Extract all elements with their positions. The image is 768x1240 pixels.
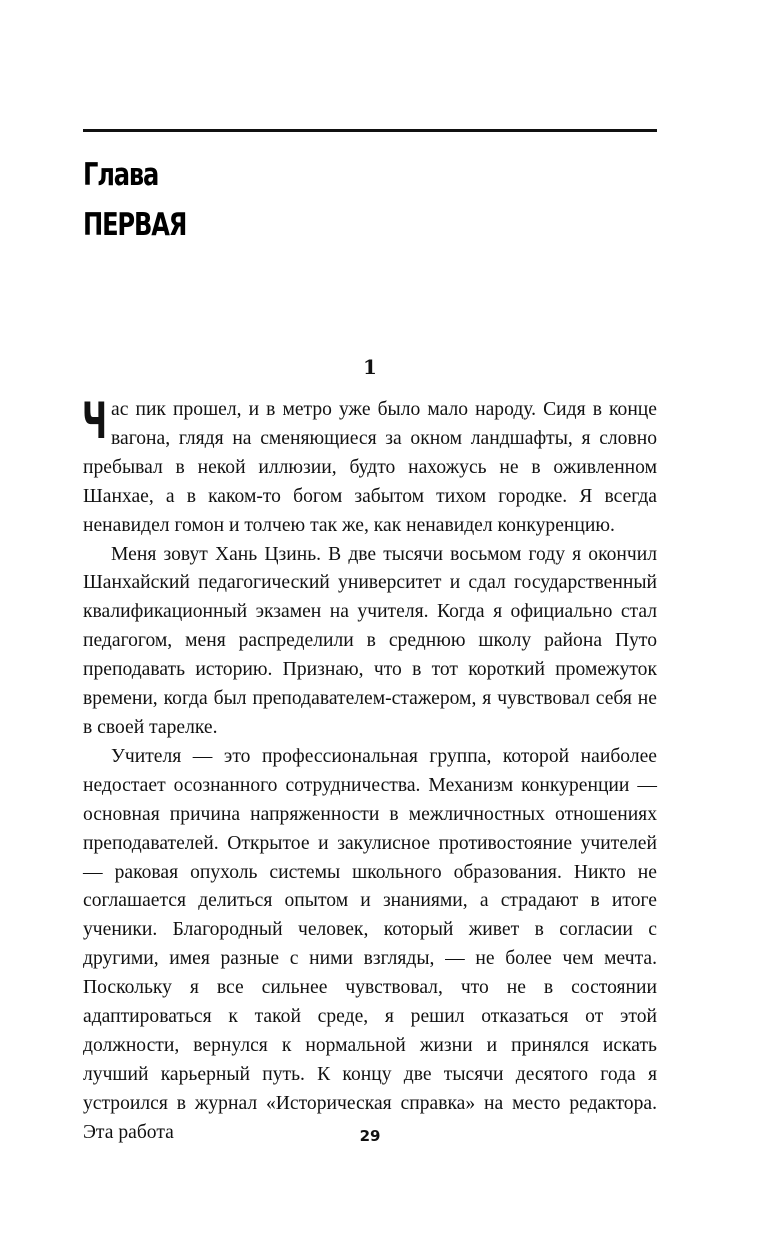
paragraph-1-text: ас пик прошел, и в метро уже было мало народу. Сидя в конце вагона, глядя на сменяющиеся за окном ландшафты, я словно пребывал в некой иллюзии, будто нахожусь не в оживленном Шанхае, а в каком-то богом забытом тихом городке. Я всегда ненавидел гомон и толчею так же, как ненавидел конкуренцию. bbox=[83, 399, 657, 536]
chapter-title bbox=[83, 150, 186, 250]
paragraph-1 bbox=[82, 392, 657, 541]
drop-cap: Ч bbox=[82, 392, 106, 450]
paragraph-2: Меня зовут Хань Цзинь. В две тысячи восьмом году я окончил Шанхайский педагогический университет и сдал государственный квалификационный экзамен на учителя. Когда я официально стал педагогом, меня распределили в среднюю школу района Путо преподавать историю. Признаю, что в тот короткий промежуток времени, когда был преподавателем-стажером, я чувствовал себя не в своей тарелке. bbox=[83, 543, 657, 738]
page-number: 29 bbox=[359, 1127, 381, 1145]
chapter-title-line1: Глава bbox=[83, 157, 159, 193]
chapter-top-rule bbox=[83, 129, 657, 132]
section-number: 1 bbox=[363, 355, 377, 379]
chapter-title-line2: ПЕРВАЯ bbox=[83, 207, 187, 243]
chapter-body bbox=[82, 392, 657, 1148]
paragraph-3: Учителя — это профессиональная группа, которой наиболее недостает осознанного сотрудничества. Механизм конкуренции — основная причина напряженности в межличностных отношениях преподавателей. Открытое и закулисное противостояние учителей — раковая опухоль системы школьного образования. Никто не соглашается делиться опытом и знаниями, а страдают в итоге ученики. Благородный человек, который живет в согласии с другими, имея разные с ними взгляды, — не более чем мечта. Поскольку я все сильнее чувствовал, что не в состоянии адаптироваться к такой среде, я решил отказаться от этой должности, вернулся к нормальной жизни и принялся искать лучший карьерный путь. К концу две тысячи десятого года я устроился в журнал «Историческая справка» на место редактора. Эта работа bbox=[83, 745, 657, 1143]
